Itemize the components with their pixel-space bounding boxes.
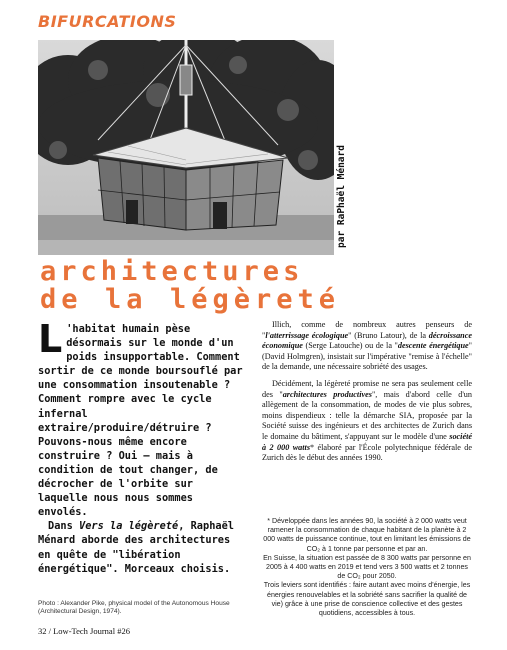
body-emphasis: l'atterrissage écologique [265, 330, 349, 340]
intro-paragraph-1: 'habitat humain pèse désormais sur le monde d'un poids insupportable. Comment sortir de ce monde boursouflé par une consommation insoutenable ? Comment rompre avec le cycle infernal extraire/produire/détruire ? Pouvons-nous même encore construire ? Oui – mais à condition de tout changer, de décrocher de l'orbite sur laquelle nous nous sommes envolés. [38, 323, 243, 519]
intro-text [38, 317, 246, 576]
article-photo [38, 40, 334, 255]
body-text: (Serge Latouche) ou de la " [302, 341, 398, 351]
body-paragraph-2 [262, 379, 472, 464]
body-text: " (David Holmgren), insistait sur l'impérative "remise à l'échelle" de la demande, une nécessaire sobriété des usages. [262, 341, 472, 372]
body-text: Décidément, la légèreté promise ne sera pas seulement celle des " [262, 378, 472, 399]
intro-p2-text: Dans [48, 520, 79, 533]
author-byline: par RaPhaël Ménard [336, 145, 347, 248]
footnote [262, 517, 472, 618]
section-title: BIFURCATIONS [38, 12, 177, 31]
body-emphasis: décroissance économique [262, 330, 472, 351]
body-text: * élaboré par l'École polytechnique fédérale de Zurich dès le début des années 1990. [262, 442, 472, 463]
article-title-line-2: de la légèreté [40, 284, 340, 315]
body-text: Illich, comme de nombreux autres penseurs de " [262, 320, 472, 340]
footnote-paragraph-1: * Développée dans les années 90, la société à 2 000 watts veut ramener la consommation de chaque habitant de la planète à 2 000 watts de puissance continue, tout en limitant les émissions de CO₂ à 1 tonne par personne et par an. [263, 517, 471, 553]
body-text: ", mais d'abord celle d'un allègement de la consommation, de modes de vie plus sobres, moins dispendieux : telle la démarche SIA, proposée par la Société suisse des ingénieurs et des architectes de Zurich dans le domaine du bâtiment, s'appuyant sur le modèle d'une [262, 389, 472, 441]
body-text: " (Bruno Latour), de la [348, 330, 429, 340]
body-emphasis: société à 2 000 watts [262, 431, 472, 452]
book-title: Vers la légèreté [79, 520, 179, 533]
footnote-paragraph-3: Trois leviers sont identifiés : faire autant avec moins d'énergie, les énergies renouvelables et la sobriété sans sacrifier la qualité de vie) grâce à une prise de conscience collective et des gestes quotidiens, accessibles à tous. [263, 581, 471, 618]
photo-caption: Photo : Alexander Pike, physical model of the Autonomous House (Architectural Design, 1974). [38, 600, 230, 615]
body-column [262, 320, 472, 470]
intro-p2-text-end: , Raphaël Ménard aborde des architectures en quête de "libération énergétique". Morceaux choisis. [38, 520, 234, 575]
page-folio: 32 / Low-Tech Journal #26 [38, 626, 130, 636]
body-emphasis: architectures productives [282, 389, 372, 399]
drop-cap: L [38, 317, 63, 361]
footnote-paragraph-2: En Suisse, la situation est passée de 8 300 watts par personne en 2005 à 4 400 watts en 2019 et tend vers 3 500 watts et 2 tonnes de CO₂ pour 2050. [263, 553, 471, 581]
body-emphasis: descente énergétique [397, 341, 469, 351]
body-paragraph-1 [262, 320, 472, 373]
intro-paragraph-2 [38, 519, 246, 575]
article-title-line-1: architectures [40, 256, 304, 287]
